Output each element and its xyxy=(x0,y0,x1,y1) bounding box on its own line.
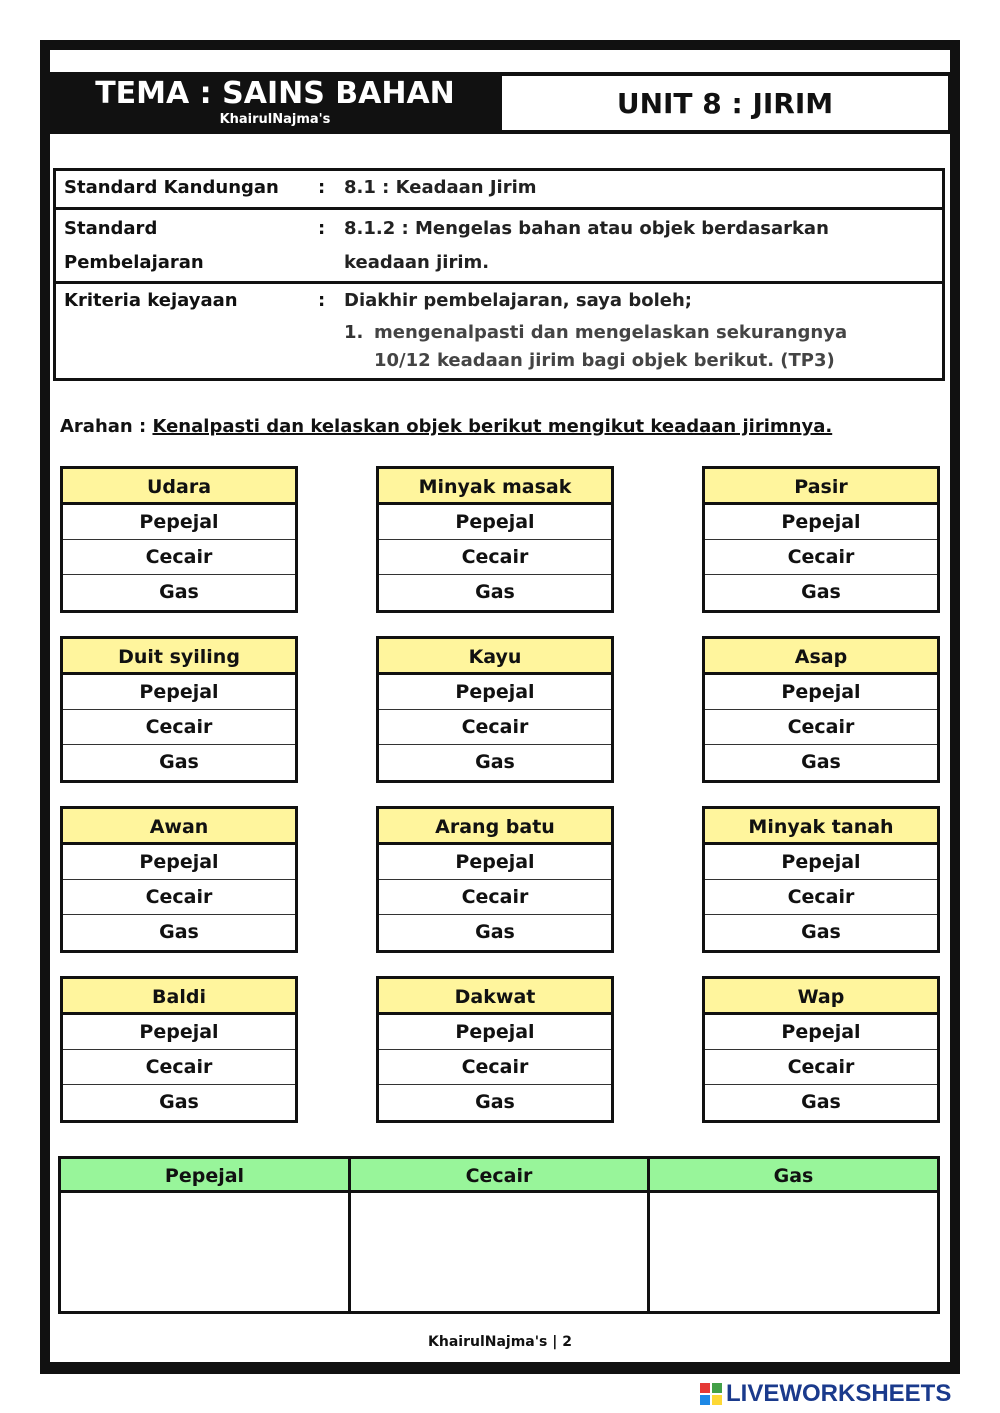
liveworksheets-text: LIVEWORKSHEETS xyxy=(726,1380,952,1407)
option-cecair[interactable]: Cecair xyxy=(63,710,295,745)
option-gas[interactable]: Gas xyxy=(475,921,515,943)
kriteria-number: 1. xyxy=(344,322,364,343)
item-card-title: Udara xyxy=(63,469,295,505)
item-card-title: Awan xyxy=(63,809,295,845)
option-pepejal[interactable]: Pepejal xyxy=(379,675,611,710)
instruction xyxy=(60,416,832,437)
option-cecair[interactable]: Cecair xyxy=(63,1050,295,1085)
colon: : xyxy=(318,290,326,311)
unit-title: UNIT 8 : JIRIM xyxy=(502,76,948,130)
option-cecair[interactable]: Cecair xyxy=(379,710,611,745)
worksheet-frame xyxy=(40,40,960,1374)
pembelajaran-label-2: Pembelajaran xyxy=(64,252,204,273)
option-pepejal[interactable]: Pepejal xyxy=(63,505,295,540)
option-cecair[interactable]: Cecair xyxy=(379,540,611,575)
sort-column-pepejal xyxy=(61,1159,351,1311)
sort-header-cecair: Cecair xyxy=(351,1159,647,1193)
standard-kandungan-row xyxy=(56,171,942,210)
option-gas[interactable]: Gas xyxy=(475,751,515,773)
option-pepejal[interactable]: Pepejal xyxy=(63,675,295,710)
kandungan-value: 8.1 : Keadaan Jirim xyxy=(344,177,537,198)
item-card xyxy=(60,806,298,953)
instruction-text: Kenalpasti dan kelaskan objek berikut mengikut keadaan jirimnya. xyxy=(152,416,833,437)
option-gas[interactable]: Gas xyxy=(159,751,199,773)
sort-column-cecair xyxy=(351,1159,650,1311)
sort-table xyxy=(58,1156,940,1314)
item-card xyxy=(702,806,940,953)
sort-header-gas: Gas xyxy=(650,1159,937,1193)
item-card xyxy=(60,636,298,783)
option-cecair[interactable]: Cecair xyxy=(705,880,937,915)
pembelajaran-value-1: 8.1.2 : Mengelas bahan atau objek berdasarkan xyxy=(344,218,829,239)
option-pepejal[interactable]: Pepejal xyxy=(379,505,611,540)
colon: : xyxy=(318,177,326,198)
kriteria-intro: Diakhir pembelajaran, saya boleh; xyxy=(344,290,692,311)
option-pepejal[interactable]: Pepejal xyxy=(379,1015,611,1050)
standards-table xyxy=(53,168,945,381)
pembelajaran-label-1: Standard xyxy=(64,218,158,239)
drop-zone-cecair[interactable] xyxy=(351,1193,647,1311)
tema-title: TEMA : SAINS BAHAN xyxy=(95,76,455,111)
option-gas[interactable]: Gas xyxy=(801,1091,841,1113)
option-gas[interactable]: Gas xyxy=(159,921,199,943)
option-cecair[interactable]: Cecair xyxy=(379,880,611,915)
item-card xyxy=(702,976,940,1123)
drop-zone-pepejal[interactable] xyxy=(61,1193,348,1311)
worksheet-page xyxy=(50,50,950,1362)
kriteria-row xyxy=(56,284,942,378)
option-gas[interactable]: Gas xyxy=(159,581,199,603)
option-pepejal[interactable]: Pepejal xyxy=(63,1015,295,1050)
option-cecair[interactable]: Cecair xyxy=(63,540,295,575)
item-card-title: Arang batu xyxy=(379,809,611,845)
option-cecair[interactable]: Cecair xyxy=(63,880,295,915)
kriteria-item xyxy=(344,318,904,378)
kandungan-label: Standard Kandungan xyxy=(64,177,279,198)
standard-pembelajaran-row xyxy=(56,210,942,284)
option-cecair[interactable]: Cecair xyxy=(705,710,937,745)
item-card xyxy=(702,636,940,783)
item-card xyxy=(376,806,614,953)
colon: : xyxy=(318,218,326,239)
pembelajaran-value-2: keadaan jirim. xyxy=(344,252,490,273)
option-gas[interactable]: Gas xyxy=(159,1091,199,1113)
item-card-title: Minyak tanah xyxy=(705,809,937,845)
option-pepejal[interactable]: Pepejal xyxy=(379,845,611,880)
option-cecair[interactable]: Cecair xyxy=(705,540,937,575)
item-card-title: Minyak masak xyxy=(379,469,611,505)
option-gas[interactable]: Gas xyxy=(801,921,841,943)
item-card-title: Kayu xyxy=(379,639,611,675)
option-pepejal[interactable]: Pepejal xyxy=(705,845,937,880)
item-card-title: Wap xyxy=(705,979,937,1015)
item-card-title: Pasir xyxy=(705,469,937,505)
item-card xyxy=(60,466,298,613)
option-pepejal[interactable]: Pepejal xyxy=(705,505,937,540)
sort-header-pepejal: Pepejal xyxy=(61,1159,348,1193)
instruction-label: Arahan : xyxy=(60,416,153,437)
option-pepejal[interactable]: Pepejal xyxy=(705,675,937,710)
option-pepejal[interactable]: Pepejal xyxy=(63,845,295,880)
sort-column-gas xyxy=(650,1159,937,1311)
option-gas[interactable]: Gas xyxy=(475,581,515,603)
liveworksheets-watermark xyxy=(700,1380,951,1408)
item-card xyxy=(60,976,298,1123)
kriteria-text-1: mengenalpasti dan mengelaskan sekurangnya xyxy=(374,322,848,343)
page-footer: KhairulNajma's | 2 xyxy=(428,1334,572,1350)
item-card xyxy=(376,976,614,1123)
item-card-title: Dakwat xyxy=(379,979,611,1015)
option-gas[interactable]: Gas xyxy=(475,1091,515,1113)
kriteria-text-2: 10/12 keadaan jirim bagi objek berikut. (TP3) xyxy=(374,350,835,371)
option-gas[interactable]: Gas xyxy=(801,581,841,603)
item-card xyxy=(702,466,940,613)
option-pepejal[interactable]: Pepejal xyxy=(705,1015,937,1050)
item-card xyxy=(376,466,614,613)
item-card xyxy=(376,636,614,783)
item-card-title: Asap xyxy=(705,639,937,675)
kriteria-label: Kriteria kejayaan xyxy=(64,290,238,311)
liveworksheets-logo-icon xyxy=(700,1383,722,1405)
option-cecair[interactable]: Cecair xyxy=(705,1050,937,1085)
option-cecair[interactable]: Cecair xyxy=(379,1050,611,1085)
item-card-title: Baldi xyxy=(63,979,295,1015)
option-gas[interactable]: Gas xyxy=(801,751,841,773)
item-card-title: Duit syiling xyxy=(63,639,295,675)
author-label: KhairulNajma's xyxy=(219,112,331,127)
drop-zone-gas[interactable] xyxy=(650,1193,937,1311)
